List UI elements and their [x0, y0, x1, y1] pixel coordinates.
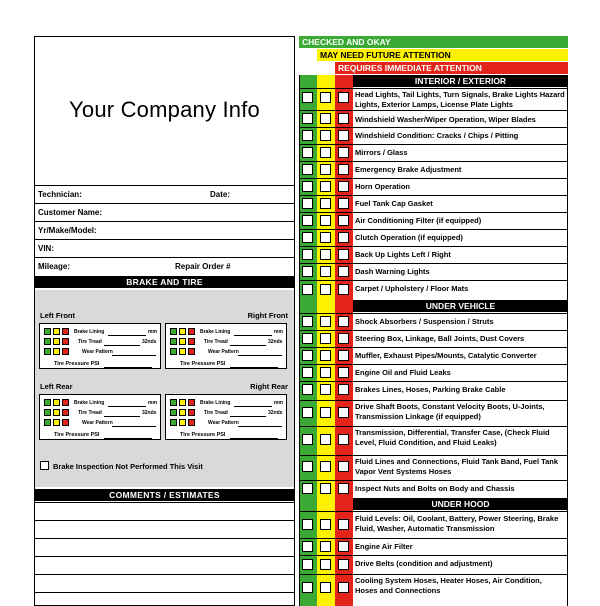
checklist-row-divider [299, 110, 568, 111]
brake-tire-header: BRAKE AND TIRE [35, 276, 294, 288]
brake-rating-checkbox[interactable] [188, 419, 195, 426]
wear-pattern-input[interactable] [112, 426, 156, 427]
brake-rating-checkbox[interactable] [53, 399, 60, 406]
checklist-checkbox[interactable] [302, 384, 313, 395]
checklist-checkbox[interactable] [320, 181, 331, 192]
checklist-checkbox[interactable] [338, 434, 349, 445]
checklist-checkbox[interactable] [302, 316, 313, 327]
wear-pattern-input[interactable] [238, 355, 282, 356]
comment-line[interactable] [35, 574, 294, 575]
checklist-checkbox[interactable] [320, 198, 331, 209]
brake-rating-checkbox[interactable] [170, 338, 177, 345]
brake-rating-checkbox[interactable] [170, 348, 177, 355]
tire-tread-label: Tire Tread [78, 410, 102, 416]
checklist-row-divider [299, 229, 568, 230]
checklist-checkbox[interactable] [302, 284, 313, 295]
checklist-checkbox[interactable] [320, 92, 331, 103]
checklist-checkbox[interactable] [320, 147, 331, 158]
checklist-checkbox[interactable] [302, 367, 313, 378]
checklist-checkbox[interactable] [338, 559, 349, 570]
checklist-item-label: Muffler, Exhaust Pipes/Mounts, Catalytic Converter [355, 351, 537, 360]
brake-not-performed-label: Brake Inspection Not Performed This Visit [53, 462, 203, 471]
checklist-row-divider [299, 480, 568, 481]
tire-tread-input[interactable] [230, 416, 266, 417]
checklist-checkbox[interactable] [302, 198, 313, 209]
tire-pressure-input[interactable] [104, 367, 152, 368]
32nds-unit: 32nds [268, 410, 283, 416]
date-label: Date: [210, 190, 231, 199]
interior-exterior-header: INTERIOR / EXTERIOR [353, 75, 568, 87]
checklist-checkbox[interactable] [302, 215, 313, 226]
checklist-item-label: Windshield Washer/Wiper Operation, Wiper Blades [355, 115, 536, 124]
checklist-checkbox[interactable] [302, 164, 313, 175]
brake-rating-checkbox[interactable] [44, 419, 51, 426]
checklist-checkbox[interactable] [320, 215, 331, 226]
checklist-checkbox[interactable] [338, 384, 349, 395]
checklist-checkbox[interactable] [320, 367, 331, 378]
checklist-checkbox[interactable] [320, 434, 331, 445]
checklist-row-divider [299, 178, 568, 179]
brake-rating-checkbox[interactable] [179, 409, 186, 416]
right-rear-label: Right Rear [250, 382, 288, 391]
brake-rating-checkbox[interactable] [188, 409, 195, 416]
tire-pressure-input[interactable] [230, 367, 278, 368]
checklist-row-divider [299, 574, 568, 575]
brake-rating-checkbox[interactable] [44, 348, 51, 355]
checklist-item-label: Back Up Lights Left / Right [355, 250, 451, 259]
checklist-checkbox[interactable] [320, 559, 331, 570]
checklist-checkbox[interactable] [338, 198, 349, 209]
checklist-row-divider [299, 426, 568, 427]
checklist-checkbox[interactable] [302, 483, 313, 494]
tire-pressure-label: Tire Pressure PSI [180, 361, 226, 367]
checklist-item-label: Carpet / Upholstery / Floor Mats [355, 284, 469, 293]
checklist-checkbox[interactable] [338, 215, 349, 226]
tire-tread-label: Tire Tread [204, 339, 228, 345]
checklist-checkbox[interactable] [320, 232, 331, 243]
brake-lining-label: Brake Lining [200, 400, 231, 406]
checklist-checkbox[interactable] [302, 92, 313, 103]
checklist-checkbox[interactable] [338, 92, 349, 103]
brake-rating-checkbox[interactable] [188, 338, 195, 345]
checklist-item-label: Head Lights, Tail Lights, Turn Signals, Brake Lights Hazard Lights, Exterior Lamps, License Plate Lights [355, 90, 565, 109]
checklist-item-label: Drive Shaft Boots, Constant Velocity Boots, U-Joints, Transmission Linkage (if equipped) [355, 402, 545, 421]
checklist-item-label: Engine Oil and Fluid Leaks [355, 368, 451, 377]
tire-tread-input[interactable] [104, 416, 140, 417]
checklist-item-label: Inspect Nuts and Bolts on Body and Chassis [355, 484, 515, 493]
checklist-item-label: Brakes Lines, Hoses, Parking Brake Cable [355, 385, 506, 394]
checklist-row-divider [299, 144, 568, 145]
brake-rating-checkbox[interactable] [53, 419, 60, 426]
checklist-checkbox[interactable] [320, 316, 331, 327]
brake-rating-checkbox[interactable] [62, 399, 69, 406]
right-front-label: Right Front [247, 311, 288, 320]
checklist-row-divider [299, 246, 568, 247]
checklist-item-label: Emergency Brake Adjustment [355, 165, 462, 174]
checklist-checkbox[interactable] [338, 113, 349, 124]
brake-rating-checkbox[interactable] [170, 328, 177, 335]
customer-label: Customer Name: [38, 208, 103, 217]
brake-rating-checkbox[interactable] [62, 338, 69, 345]
checklist-checkbox[interactable] [320, 461, 331, 472]
brake-rating-checkbox[interactable] [44, 328, 51, 335]
checklist-checkbox[interactable] [320, 519, 331, 530]
checklist-checkbox[interactable] [338, 541, 349, 552]
brake-lining-input[interactable] [234, 335, 272, 336]
checklist-row-divider [299, 400, 568, 401]
wear-pattern-label: Wear Pattern [208, 420, 239, 426]
checklist-row-divider [299, 330, 568, 331]
mm-unit: mm [274, 329, 283, 335]
brake-lining-input[interactable] [108, 335, 146, 336]
checklist-checkbox[interactable] [320, 113, 331, 124]
checklist-row-divider [299, 455, 568, 456]
checklist-row-divider [299, 195, 568, 196]
checklist-row-divider [299, 88, 568, 89]
checklist-item-label: Transmission, Differential, Transfer Case, (Check Fluid Level, Fluid Condition, and Fluid Leaks) [355, 428, 550, 447]
brake-rating-checkbox[interactable] [179, 328, 186, 335]
brake-rating-checkbox[interactable] [170, 409, 177, 416]
checklist-row-divider [299, 511, 568, 512]
checklist-item-label: Fluid Lines and Connections, Fluid Tank Band, Fuel Tank Vapor Vent Systems Hoses [355, 457, 559, 476]
vin-label: VIN: [38, 244, 54, 253]
tire-tread-label: Tire Tread [204, 410, 228, 416]
brake-rating-checkbox[interactable] [188, 399, 195, 406]
left-rear-brake-box [39, 394, 161, 440]
checklist-checkbox[interactable] [338, 164, 349, 175]
brake-rating-checkbox[interactable] [170, 419, 177, 426]
checklist-checkbox[interactable] [320, 266, 331, 277]
wear-pattern-input[interactable] [112, 355, 156, 356]
wear-pattern-input[interactable] [238, 426, 282, 427]
wear-pattern-label: Wear Pattern [208, 349, 239, 355]
checklist-item-label: Engine Air Filter [355, 542, 413, 551]
customer-row [35, 203, 294, 221]
checklist-item-label: Air Conditioning Filter (if equipped) [355, 216, 482, 225]
brake-rating-checkbox[interactable] [44, 399, 51, 406]
checklist-checkbox[interactable] [338, 582, 349, 593]
checklist-row-divider [299, 161, 568, 162]
comment-line[interactable] [35, 538, 294, 539]
checklist-checkbox[interactable] [302, 181, 313, 192]
checklist-row-divider [299, 347, 568, 348]
customer-panel [34, 36, 295, 606]
checklist-checkbox[interactable] [338, 461, 349, 472]
brake-rating-checkbox[interactable] [62, 409, 69, 416]
checklist-item-label: Windshield Condition: Cracks / Chips / Pitting [355, 131, 519, 140]
right-front-brake-box [165, 323, 287, 369]
checklist-checkbox[interactable] [302, 333, 313, 344]
checklist-item-label: Fuel Tank Cap Gasket [355, 199, 433, 208]
brake-rating-checkbox[interactable] [62, 328, 69, 335]
brake-rating-checkbox[interactable] [53, 328, 60, 335]
checklist-row-divider [299, 364, 568, 365]
checklist-item-label: Cooling System Hoses, Heater Hoses, Air Condition, Hoses and Connections [355, 576, 542, 595]
checklist-row-divider [299, 212, 568, 213]
checklist-checkbox[interactable] [338, 519, 349, 530]
brake-rating-checkbox[interactable] [179, 338, 186, 345]
brake-lining-input[interactable] [108, 406, 146, 407]
checklist-row-divider [299, 555, 568, 556]
under-vehicle-header: UNDER VEHICLE [353, 300, 568, 312]
repair-order-label: Repair Order # [175, 262, 231, 271]
checklist-item-label: Shock Absorbers / Suspension / Struts [355, 317, 494, 326]
comment-line[interactable] [35, 502, 294, 503]
checklist-checkbox[interactable] [302, 582, 313, 593]
brake-rating-checkbox[interactable] [62, 348, 69, 355]
comments-header: COMMENTS / ESTIMATES [35, 489, 294, 501]
right-rear-brake-box [165, 394, 287, 440]
brake-rating-checkbox[interactable] [179, 419, 186, 426]
legend-immediate: REQUIRES IMMEDIATE ATTENTION [335, 62, 568, 74]
checklist-checkbox[interactable] [302, 232, 313, 243]
checklist-row-divider [299, 381, 568, 382]
checklist-checkbox[interactable] [302, 407, 313, 418]
left-front-brake-box [39, 323, 161, 369]
checklist-item-label: Drive Belts (condition and adjustment) [355, 559, 493, 568]
checklist-checkbox[interactable] [320, 541, 331, 552]
brake-rating-checkbox[interactable] [62, 419, 69, 426]
checklist-checkbox[interactable] [338, 130, 349, 141]
mileage-row [35, 257, 294, 275]
checklist-checkbox[interactable] [302, 113, 313, 124]
checklist-checkbox[interactable] [338, 266, 349, 277]
brake-not-performed-checkbox[interactable] [40, 461, 49, 470]
comment-line[interactable] [35, 592, 294, 593]
brake-rating-checkbox[interactable] [179, 399, 186, 406]
brake-lining-label: Brake Lining [74, 400, 105, 406]
brake-tire-section [35, 290, 294, 487]
checklist-checkbox[interactable] [302, 130, 313, 141]
legend-ok: CHECKED AND OKAY [299, 36, 568, 48]
brake-rating-checkbox[interactable] [53, 409, 60, 416]
checklist-checkbox[interactable] [320, 582, 331, 593]
checklist-checkbox[interactable] [320, 384, 331, 395]
32nds-unit: 32nds [268, 339, 283, 345]
checklist-row-divider [299, 263, 568, 264]
tire-pressure-input[interactable] [230, 438, 278, 439]
checklist-checkbox[interactable] [338, 249, 349, 260]
checklist-checkbox[interactable] [338, 147, 349, 158]
checklist-checkbox[interactable] [302, 541, 313, 552]
checklist-item-label: Fluid Levels: Oil, Coolant, Battery, Power Steering, Brake Fluid, Washer, Automatic Transmission [355, 514, 559, 533]
checklist-checkbox[interactable] [338, 483, 349, 494]
brake-rating-checkbox[interactable] [170, 399, 177, 406]
tire-pressure-label: Tire Pressure PSI [54, 432, 100, 438]
vehicle-label: Yr/Make/Model: [38, 226, 97, 235]
wear-pattern-label: Wear Pattern [82, 420, 113, 426]
left-rear-label: Left Rear [40, 382, 73, 391]
checklist-item-label: Mirrors / Glass [355, 148, 408, 157]
comment-line[interactable] [35, 520, 294, 521]
brake-lining-label: Brake Lining [74, 329, 105, 335]
under-hood-header: UNDER HOOD [353, 498, 568, 510]
checklist-checkbox[interactable] [320, 164, 331, 175]
mm-unit: mm [148, 329, 157, 335]
checklist-checkbox[interactable] [320, 333, 331, 344]
mileage-label: Mileage: [38, 262, 71, 271]
tire-tread-input[interactable] [230, 345, 266, 346]
checklist-checkbox[interactable] [302, 559, 313, 570]
tire-tread-input[interactable] [104, 345, 140, 346]
checklist-checkbox[interactable] [320, 407, 331, 418]
checklist-checkbox[interactable] [320, 249, 331, 260]
comment-line[interactable] [35, 556, 294, 557]
brake-rating-checkbox[interactable] [53, 338, 60, 345]
checklist-row-divider [299, 538, 568, 539]
checklist-checkbox[interactable] [302, 519, 313, 530]
legend-future: MAY NEED FUTURE ATTENTION [317, 49, 568, 61]
checklist-checkbox[interactable] [338, 350, 349, 361]
vin-row [35, 239, 294, 257]
brake-rating-checkbox[interactable] [188, 328, 195, 335]
checklist-checkbox[interactable] [338, 232, 349, 243]
mm-unit: mm [148, 400, 157, 406]
vehicle-row [35, 221, 294, 239]
checklist-checkbox[interactable] [338, 367, 349, 378]
company-info: Your Company Info [69, 97, 260, 122]
brake-lining-label: Brake Lining [200, 329, 231, 335]
checklist-item-label: Steering Box, Linkage, Ball Joints, Dust Covers [355, 334, 525, 343]
checklist-item-label: Horn Operation [355, 182, 411, 191]
tire-pressure-label: Tire Pressure PSI [180, 432, 226, 438]
brake-lining-input[interactable] [234, 406, 272, 407]
inspection-checklist [299, 36, 568, 606]
tire-tread-label: Tire Tread [78, 339, 102, 345]
checklist-checkbox[interactable] [320, 130, 331, 141]
checklist-checkbox[interactable] [302, 249, 313, 260]
checklist-checkbox[interactable] [338, 333, 349, 344]
checklist-checkbox[interactable] [302, 147, 313, 158]
brake-rating-checkbox[interactable] [53, 348, 60, 355]
brake-rating-checkbox[interactable] [44, 338, 51, 345]
tire-pressure-input[interactable] [104, 438, 152, 439]
technician-date-row [35, 185, 294, 203]
checklist-row-divider [299, 280, 568, 281]
mm-unit: mm [274, 400, 283, 406]
brake-rating-checkbox[interactable] [188, 348, 195, 355]
checklist-row-divider [299, 313, 568, 314]
checklist-checkbox[interactable] [320, 284, 331, 295]
checklist-row-divider [299, 127, 568, 128]
brake-rating-checkbox[interactable] [179, 348, 186, 355]
checklist-checkbox[interactable] [338, 316, 349, 327]
checklist-checkbox[interactable] [338, 181, 349, 192]
checklist-checkbox[interactable] [320, 483, 331, 494]
checklist-checkbox[interactable] [338, 407, 349, 418]
checklist-checkbox[interactable] [302, 461, 313, 472]
32nds-unit: 32nds [142, 410, 157, 416]
technician-label: Technician: [38, 190, 82, 199]
wear-pattern-label: Wear Pattern [82, 349, 113, 355]
checklist-checkbox[interactable] [338, 284, 349, 295]
left-front-label: Left Front [40, 311, 75, 320]
checklist-checkbox[interactable] [302, 350, 313, 361]
checklist-checkbox[interactable] [302, 434, 313, 445]
checklist-checkbox[interactable] [302, 266, 313, 277]
checklist-checkbox[interactable] [320, 350, 331, 361]
brake-rating-checkbox[interactable] [44, 409, 51, 416]
32nds-unit: 32nds [142, 339, 157, 345]
checklist-item-label: Clutch Operation (if equipped) [355, 233, 463, 242]
checklist-item-label: Dash Warning Lights [355, 267, 430, 276]
tire-pressure-label: Tire Pressure PSI [54, 361, 100, 367]
